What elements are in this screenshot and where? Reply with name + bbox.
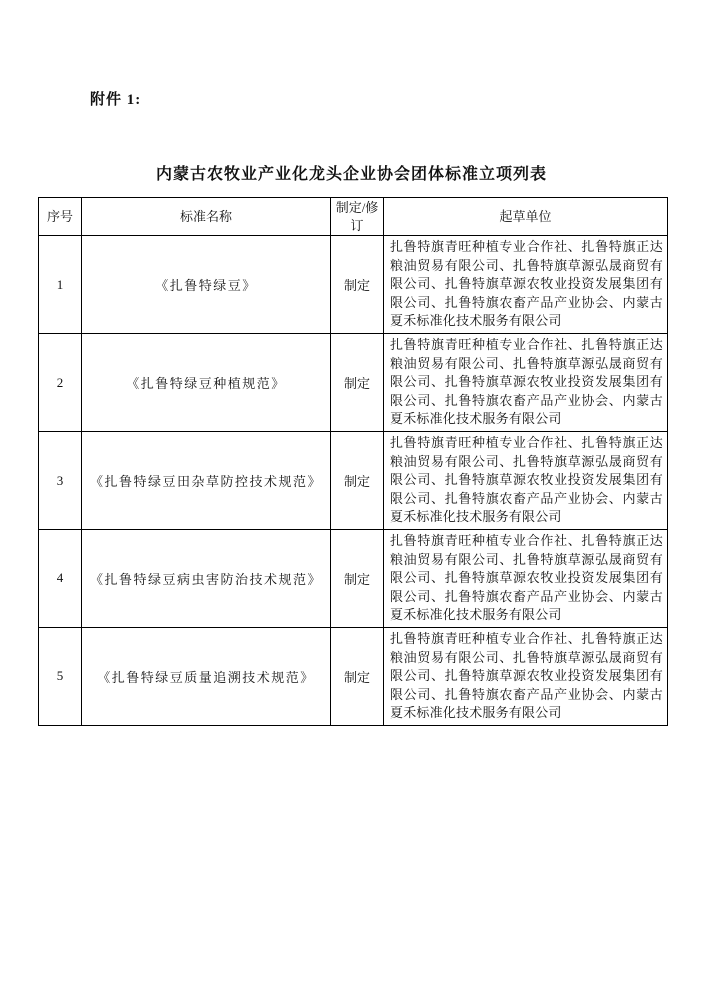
- action-cell: 制定: [331, 432, 384, 530]
- table-header-row: [39, 198, 668, 236]
- table-row: [39, 627, 668, 725]
- drafters-cell: 扎鲁特旗青旺种植专业合作社、扎鲁特旗正达粮油贸易有限公司、扎鲁特旗草源弘晟商贸有限公司、扎鲁特旗草源农牧业投资发展集团有限公司、扎鲁特旗农畜产品产业协会、内蒙古夏禾标准化技术服务有限公司: [384, 432, 668, 530]
- col-header-seq: 序号: [39, 198, 82, 236]
- seq-cell: 1: [39, 236, 82, 334]
- standard-name-cell: 《扎鲁特绿豆种植规范》: [82, 334, 331, 432]
- standard-name-cell: 《扎鲁特绿豆质量追溯技术规范》: [82, 627, 331, 725]
- drafters-cell: 扎鲁特旗青旺种植专业合作社、扎鲁特旗正达粮油贸易有限公司、扎鲁特旗草源弘晟商贸有限公司、扎鲁特旗草源农牧业投资发展集团有限公司、扎鲁特旗农畜产品产业协会、内蒙古夏禾标准化技术服务有限公司: [384, 530, 668, 628]
- standard-name-cell: 《扎鲁特绿豆》: [82, 236, 331, 334]
- action-cell: 制定: [331, 334, 384, 432]
- table-row: [39, 334, 668, 432]
- seq-cell: 3: [39, 432, 82, 530]
- action-cell: 制定: [331, 530, 384, 628]
- col-header-name: 标准名称: [82, 198, 331, 236]
- table-row: [39, 530, 668, 628]
- drafters-cell: 扎鲁特旗青旺种植专业合作社、扎鲁特旗正达粮油贸易有限公司、扎鲁特旗草源弘晟商贸有限公司、扎鲁特旗草源农牧业投资发展集团有限公司、扎鲁特旗农畜产品产业协会、内蒙古夏禾标准化技术服务有限公司: [384, 236, 668, 334]
- table-row: [39, 432, 668, 530]
- seq-cell: 5: [39, 627, 82, 725]
- seq-cell: 2: [39, 334, 82, 432]
- action-cell: 制定: [331, 627, 384, 725]
- col-header-drafters: 起草单位: [384, 198, 668, 236]
- attachment-label: 附件 1:: [90, 92, 142, 108]
- page-title: 内蒙古农牧业产业化龙头企业协会团体标准立项列表: [155, 166, 547, 183]
- drafters-cell: 扎鲁特旗青旺种植专业合作社、扎鲁特旗正达粮油贸易有限公司、扎鲁特旗草源弘晟商贸有限公司、扎鲁特旗草源农牧业投资发展集团有限公司、扎鲁特旗农畜产品产业协会、内蒙古夏禾标准化技术服务有限公司: [384, 627, 668, 725]
- table-row: [39, 236, 668, 334]
- standard-name-cell: 《扎鲁特绿豆病虫害防治技术规范》: [82, 530, 331, 628]
- col-header-action: 制定/修订: [331, 198, 384, 236]
- drafters-cell: 扎鲁特旗青旺种植专业合作社、扎鲁特旗正达粮油贸易有限公司、扎鲁特旗草源弘晟商贸有限公司、扎鲁特旗草源农牧业投资发展集团有限公司、扎鲁特旗农畜产品产业协会、内蒙古夏禾标准化技术服务有限公司: [384, 334, 668, 432]
- standard-name-cell: 《扎鲁特绿豆田杂草防控技术规范》: [82, 432, 331, 530]
- action-cell: 制定: [331, 236, 384, 334]
- seq-cell: 4: [39, 530, 82, 628]
- standards-table: [38, 197, 668, 726]
